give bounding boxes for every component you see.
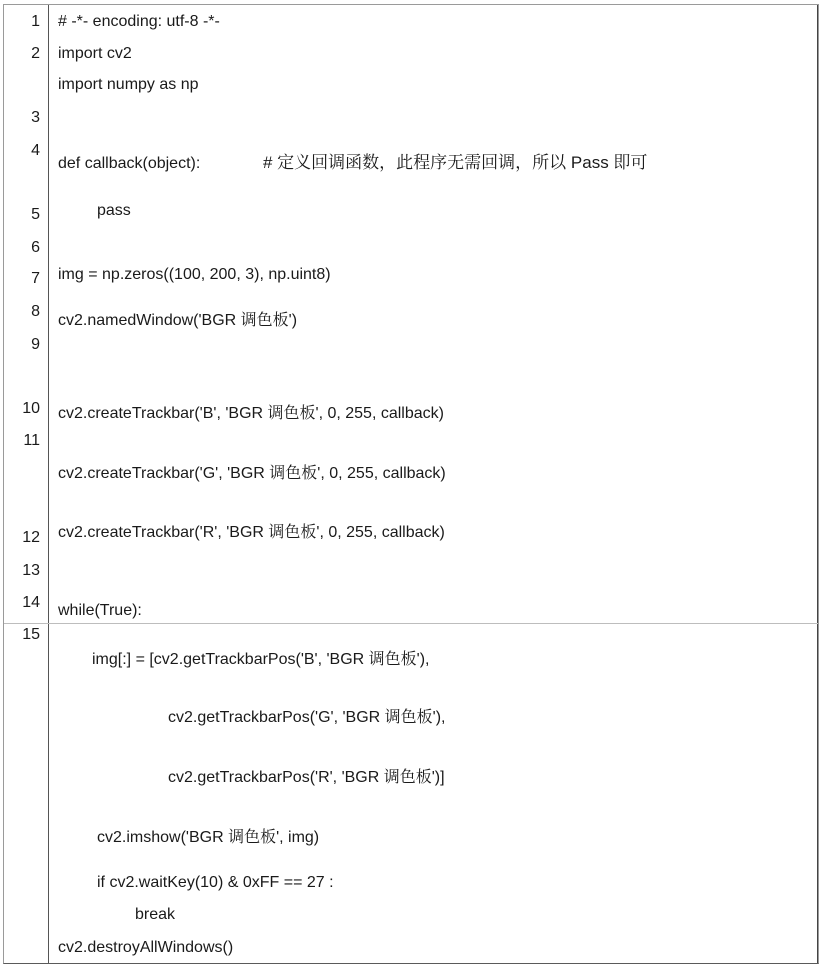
line-number: 8 [31, 303, 40, 320]
line-number: 9 [31, 336, 40, 353]
row-separator [4, 623, 818, 624]
code-line: break [135, 906, 176, 923]
code-line: img[:] = [cv2.getTrackbarPos('B', 'BGR 调色板'), [92, 651, 430, 668]
table-right-border [817, 5, 818, 963]
code-line: # -*- encoding: utf-8 -*- [58, 13, 220, 30]
code-line: cv2.createTrackbar('R', 'BGR 调色板', 0, 255, callback) [58, 524, 445, 541]
code-line: def callback(object): [58, 155, 201, 172]
code-line: cv2.destroyAllWindows() [58, 939, 234, 956]
line-number: 5 [31, 206, 40, 223]
line-number: 11 [23, 432, 40, 449]
code-line: cv2.getTrackbarPos('R', 'BGR 调色板')] [168, 769, 445, 786]
code-line: img = np.zeros((100, 200, 3), np.uint8) [58, 266, 331, 283]
code-line: cv2.getTrackbarPos('G', 'BGR 调色板'), [168, 709, 446, 726]
code-line: pass [97, 202, 131, 219]
code-line: if cv2.waitKey(10) & 0xFF == 27 : [97, 874, 334, 891]
code-comment: # 定义回调函数，此程序无需回调，所以 Pass 即可 [263, 153, 648, 172]
code-listing-table [3, 4, 819, 964]
code-line: cv2.createTrackbar('G', 'BGR 调色板', 0, 255, callback) [58, 465, 446, 482]
line-number: 6 [31, 239, 40, 256]
gutter-divider [48, 5, 49, 963]
code-line: cv2.imshow('BGR 调色板', img) [97, 829, 320, 846]
line-number: 15 [22, 626, 40, 643]
code-line: import numpy as np [58, 76, 199, 93]
code-line: while(True): [58, 602, 142, 619]
line-number: 7 [31, 270, 40, 287]
line-number: 10 [22, 400, 40, 417]
line-number: 4 [31, 142, 40, 159]
line-number: 13 [22, 562, 40, 579]
code-line: cv2.createTrackbar('B', 'BGR 调色板', 0, 255, callback) [58, 405, 444, 422]
line-number: 2 [31, 45, 40, 62]
code-line: cv2.namedWindow('BGR 调色板') [58, 312, 298, 329]
line-number: 3 [31, 109, 40, 126]
line-number: 1 [31, 13, 40, 30]
line-number: 14 [22, 594, 40, 611]
code-line: import cv2 [58, 45, 132, 62]
line-number: 12 [22, 529, 40, 546]
